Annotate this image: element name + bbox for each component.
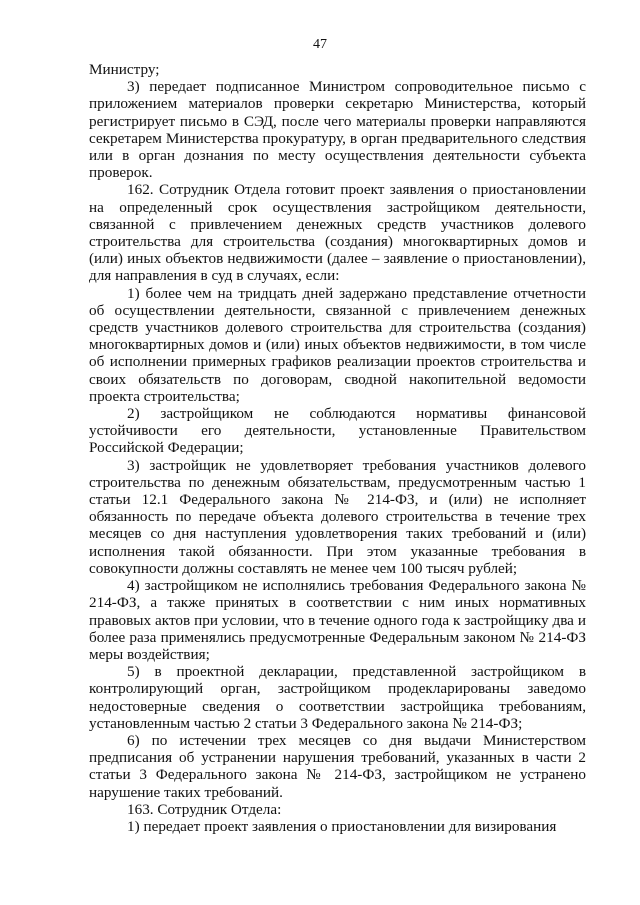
paragraph: 4) застройщиком не исполнялись требования Федерального закона № 214-ФЗ, а также принятых в соответствии с ним иных нормативных правовых актов при условии, что в течение одного года к застройщику два и более раза применялись предусмотренные Федеральным законом № 214-ФЗ меры воздействия;	[89, 577, 586, 663]
paragraph: 5) в проектной декларации, представленной застройщиком в контролирующий орган, застройщиком продекларированы заведомо недостоверные сведения о соответствии застройщика требованиям, установленным частью 2 статьи 3 Федерального закона № 214-ФЗ;	[89, 663, 586, 732]
paragraph: Министру;	[89, 61, 160, 78]
paragraph-last: 1) передает проект заявления о приостановлении для визирования	[127, 817, 557, 835]
paragraph: 3) передает подписанное Министром сопроводительное письмо с приложением материалов проверки секретарю Министерства, который регистрирует письмо в СЭД, после чего материалы проверки направляются секретарем Министерства прокуратуру, в орган предварительного следствия или в орган дознания по месту осуществления деятельности субъекта проверок.	[89, 78, 586, 182]
paragraph: 6) по истечении трех месяцев со дня выдачи Министерством предписания об устранении нарушения требований, указанных в части 2 статьи 3 Федерального закона № 214-ФЗ, застройщиком не устранено нарушение таких требований.	[89, 731, 586, 801]
paragraph: 1) более чем на тридцать дней задержано представление отчетности об осуществлении деятельности, связанной с привлечением денежных средств участников долевого строительства для строительства (создания) многоквартирных домов и (или) иных объектов недвижимости, в том числе об исполнении примерных графиков реализации проектов строительства и своих обязательств по договорам, сводной накопительной ведомости проекта строительства;	[89, 284, 586, 405]
paragraph: 3) застройщик не удовлетворяет требования участников долевого строительства по денежным обязательствам, предусмотренным частью 1 статьи 12.1 Федерального закона № 214-ФЗ, и (или) не исполняет обязанность по передаче объекта долевого строительства в течение трех месяцев со дня наступления удовлетворения таких требований и (или) исполнения такой обязанности. При этом указанные требования в совокупности должны составлять не менее чем 100 тысяч рублей;	[89, 456, 586, 577]
page-number: 47	[313, 37, 327, 52]
document-body	[89, 61, 586, 835]
paragraph: 163. Сотрудник Отдела:	[127, 800, 282, 818]
paragraph: 162. Сотрудник Отдела готовит проект заявления о приостановлении на определенный срок осуществления застройщиком деятельности, связанной с привлечением денежных средств участников долевого строительства для строительства (создания) многоквартирных домов и (или) иных объектов недвижимости (далее – заявление о приостановлении), для направления в суд в случаях, если:	[89, 181, 586, 285]
paragraph: 2) застройщиком не соблюдаются нормативы финансовой устойчивости его деятельности, установленные Правительством Российской Федерации;	[89, 405, 586, 457]
